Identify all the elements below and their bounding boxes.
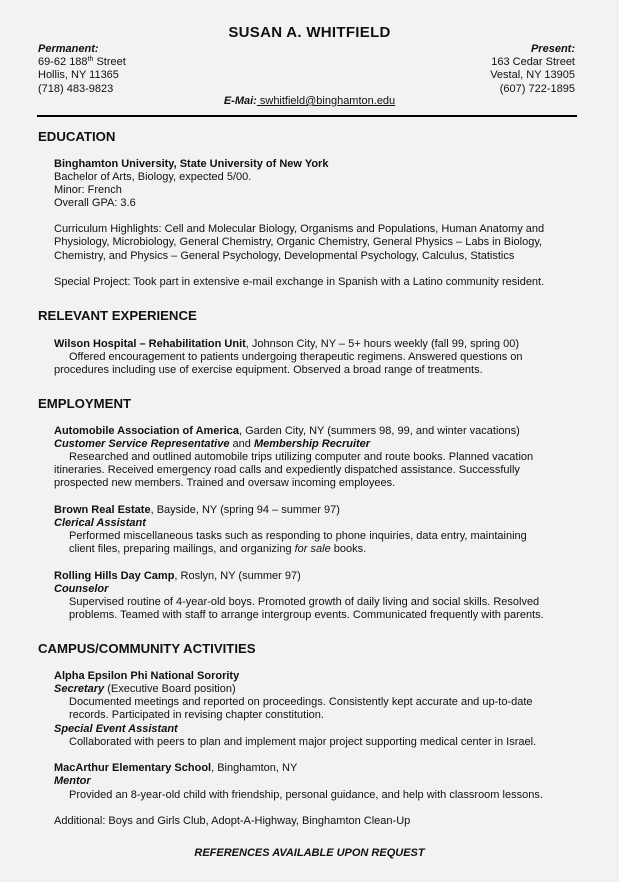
- job-desc-line: client files, preparing mailings, and organizing for sale books.: [69, 543, 367, 555]
- relevant-job-title: Wilson Hospital – Rehabilitation Unit, Johnson City, NY – 5+ hours weekly (fall 99, spring 00): [54, 338, 519, 350]
- education-degree: Bachelor of Arts, Biology, expected 5/00.: [54, 171, 252, 183]
- activity-role: Mentor: [54, 775, 91, 787]
- education-minor: Minor: French: [54, 184, 122, 196]
- job-title: Automobile Association of America, Garden City, NY (summers 98, 99, and winter vacations): [54, 425, 520, 437]
- job-title: Brown Real Estate, Bayside, NY (spring 94 – summer 97): [54, 504, 340, 516]
- activity-title: Alpha Epsilon Phi National Sorority: [54, 670, 240, 682]
- job-desc-line: Performed miscellaneous tasks such as responding to phone inquiries, data entry, maintaining: [69, 530, 527, 542]
- permanent-label: Permanent:: [38, 43, 99, 55]
- activities-heading: CAMPUS/COMMUNITY ACTIVITIES: [38, 641, 256, 656]
- activity-desc-line: Provided an 8-year-old child with friendship, personal guidance, and help with classroom lessons.: [69, 789, 543, 801]
- job-role: Customer Service Representative and Membership Recruiter: [54, 438, 371, 450]
- present-city: Vestal, NY 13905: [490, 69, 575, 82]
- permanent-phone: (718) 483-9823: [38, 82, 114, 95]
- present-label: Present:: [530, 43, 575, 55]
- job-title: Rolling Hills Day Camp, Roslyn, NY (summer 97): [54, 570, 301, 582]
- present-address: [490, 43, 575, 96]
- education-gpa: Overall GPA: 3.6: [54, 197, 136, 209]
- relevant-desc-line: procedures including use of exercise equipment. Observed a broad range of treatments.: [54, 364, 483, 376]
- relevant-desc-line: Offered encouragement to patients undergoing therapeutic regimens. Answered questions on: [69, 351, 523, 363]
- activity-desc-line: Collaborated with peers to plan and implement major project supporting medical center in Israel.: [69, 736, 537, 748]
- present-phone: (607) 722-1895: [499, 82, 575, 95]
- resume-name: SUSAN A. WHITFIELD: [228, 24, 391, 41]
- job-desc-line: Researched and outlined automobile trips utilizing computer and route books. Planned vacation: [69, 451, 534, 463]
- references-note: REFERENCES AVAILABLE UPON REQUEST: [194, 847, 425, 859]
- permanent-address: [38, 43, 126, 96]
- email-label: E-Mai:: [223, 95, 257, 107]
- job-desc-line: problems. Teamed with staff to arrange intergroup events. Communicated frequently with parents.: [69, 609, 544, 621]
- relevant-heading: RELEVANT EXPERIENCE: [38, 308, 197, 323]
- job-role: Counselor: [54, 583, 109, 595]
- job-role: Clerical Assistant: [54, 517, 146, 529]
- education-heading: EDUCATION: [38, 129, 116, 144]
- email-line: [0, 95, 619, 107]
- education-curriculum-line: Physiology, Microbiology, General Chemistry, Organic Chemistry, General Physics – Labs in Biology,: [54, 236, 543, 248]
- job-desc-line: prospected new members. Trained and oversaw incoming employees.: [54, 477, 396, 489]
- education-school: Binghamton University, State University of New York: [54, 158, 329, 170]
- education-curriculum-line: Chemistry, and Physics – General Psychology, Developmental Psychology, Calculus, Statistics: [54, 250, 515, 262]
- education-project: Special Project: Took part in extensive e-mail exchange in Spanish with a Latino community resident.: [54, 276, 545, 288]
- activity-desc-line: Documented meetings and reported on proceedings. Consistently kept accurate and up-to-date: [69, 696, 533, 708]
- job-desc-line: Supervised routine of 4-year-old boys. Promoted growth of daily living and social skills. Resolved: [69, 596, 540, 608]
- job-desc-line: itineraries. Received emergency road calls and expediently dispatched assistance. Successfully: [54, 464, 520, 476]
- permanent-street: 69-62 188th Street: [38, 56, 126, 69]
- activity-title: MacArthur Elementary School, Binghamton, NY: [54, 762, 298, 774]
- activities-additional: Additional: Boys and Girls Club, Adopt-A-Highway, Binghamton Clean-Up: [54, 815, 411, 827]
- present-street: 163 Cedar Street: [491, 56, 575, 69]
- permanent-city: Hollis, NY 11365: [38, 69, 119, 82]
- header-divider: [37, 115, 577, 117]
- activity-desc-line: records. Participated in revising chapter constitution.: [69, 709, 324, 721]
- employment-heading: EMPLOYMENT: [38, 396, 132, 411]
- education-curriculum-line: Curriculum Highlights: Cell and Molecular Biology, Organisms and Populations, Human Anatomy and: [54, 223, 545, 235]
- activity-role: Special Event Assistant: [54, 723, 178, 735]
- email-link[interactable]: swhitfield@binghamton.edu: [256, 95, 396, 107]
- activity-role: Secretary (Executive Board position): [54, 683, 236, 695]
